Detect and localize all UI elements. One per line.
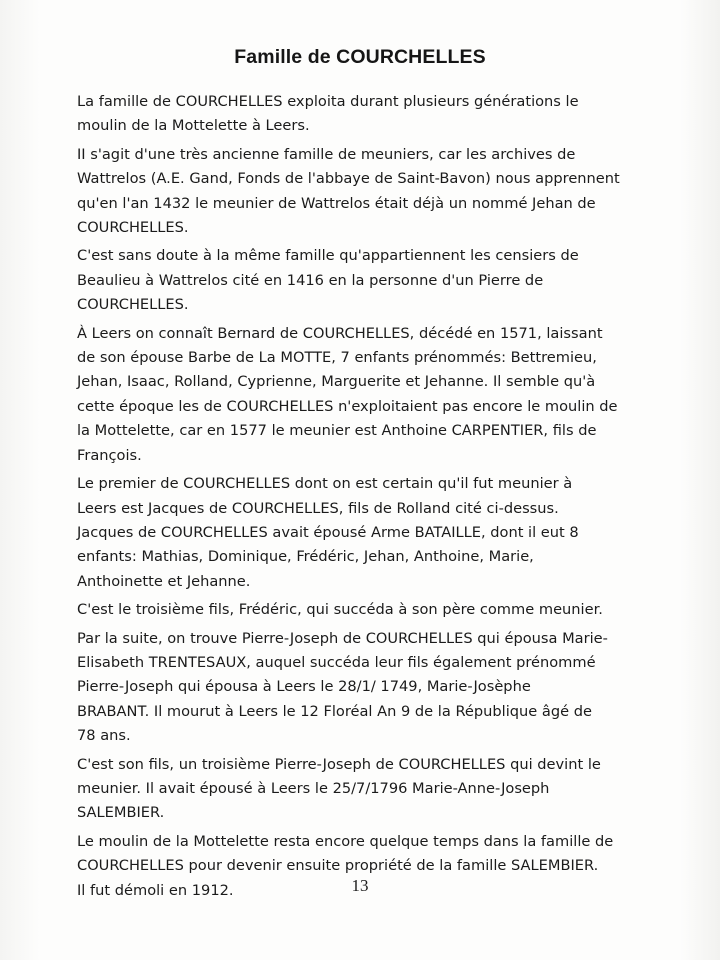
text-line: SALEMBIER. — [77, 804, 165, 822]
text-line: François. — [77, 446, 142, 464]
paragraph-bernard — [77, 322, 677, 468]
text-line: Jehan, Isaac, Rolland, Cyprienne, Marguerite et Jehanne. Il semble qu'à — [77, 373, 596, 391]
paragraph-pierre-joseph — [77, 627, 677, 749]
paragraph-jacques — [77, 472, 677, 594]
paragraph-third-pierre-joseph — [77, 753, 677, 826]
paragraph-censiers — [77, 244, 677, 317]
text-line: COURCHELLES. — [77, 219, 189, 237]
paragraph-origins — [77, 90, 677, 139]
text-line: Leers est Jacques de COURCHELLES, fils de Rolland cité ci-dessus. — [77, 499, 559, 517]
text-line: Pierre-Joseph qui épousa à Leers le 28/1/ 1749, Marie-Josèphe — [77, 678, 531, 696]
text-line: Beaulieu à Wattrelos cité en 1416 en la personne d'un Pierre de — [77, 271, 544, 289]
text-line: Wattrelos (A.E. Gand, Fonds de l'abbaye de Saint-Bavon) nous apprennent — [77, 170, 620, 188]
text-line: Jacques de COURCHELLES avait épousé Arme BATAILLE, dont il eut 8 — [77, 523, 579, 541]
text-line: C'est le troisième fils, Frédéric, qui succéda à son père comme meunier. — [77, 601, 603, 619]
text-line: cette époque les de COURCHELLES n'exploitaient pas encore le moulin de — [77, 397, 618, 415]
text-line: II s'agit d'une très ancienne famille de meuniers, car les archives de — [77, 145, 576, 163]
text-line: Il fut démoli en 1912. — [77, 881, 234, 899]
text-line: Elisabeth TRENTESAUX, auquel succéda leur fils également prénommé — [77, 653, 596, 671]
text-line: C'est son fils, un troisième Pierre-Joseph de COURCHELLES qui devint le — [77, 755, 601, 773]
text-line: Le premier de COURCHELLES dont on est certain qu'il fut meunier à — [77, 475, 573, 493]
text-line: C'est sans doute à la même famille qu'appartiennent les censiers de — [77, 247, 579, 265]
text-line: Par la suite, on trouve Pierre-Joseph de COURCHELLES qui épousa Marie- — [77, 629, 608, 647]
text-line: meunier. Il avait épousé à Leers le 25/7/1796 Marie-Anne-Joseph — [77, 779, 550, 797]
text-line: 78 ans. — [77, 727, 131, 745]
text-line: COURCHELLES. — [77, 296, 189, 314]
text-line: la Mottelette, car en 1577 le meunier est Anthoine CARPENTIER, fils de — [77, 422, 597, 440]
text-line: de son épouse Barbe de La MOTTE, 7 enfants prénommés: Bettremieu, — [77, 349, 597, 367]
paragraph-archives — [77, 143, 677, 241]
text-line: Le moulin de la Mottelette resta encore quelque temps dans la famille de — [77, 832, 614, 850]
text-line: qu'en l'an 1432 le meunier de Wattrelos était déjà un nommé Jehan de — [77, 194, 596, 212]
text-line: moulin de la Mottelette à Leers. — [77, 117, 310, 135]
document-body — [77, 90, 677, 907]
text-line: COURCHELLES pour devenir ensuite propriété de la famille SALEMBIER. — [77, 857, 599, 875]
text-line: enfants: Mathias, Dominique, Frédéric, Jehan, Anthoine, Marie, — [77, 548, 534, 566]
paragraph-frederic — [77, 598, 677, 622]
text-line: Anthoinette et Jehanne. — [77, 572, 251, 590]
page-number: 13 — [351, 876, 369, 895]
text-line: À Leers on connaît Bernard de COURCHELLES, décédé en 1571, laissant — [77, 324, 603, 342]
text-line: La famille de COURCHELLES exploita durant plusieurs générations le — [77, 93, 579, 110]
text-line: BRABANT. Il mourut à Leers le 12 Floréal An 9 de la République âgé de — [77, 702, 592, 720]
page-title: Famille de COURCHELLES — [234, 46, 486, 68]
